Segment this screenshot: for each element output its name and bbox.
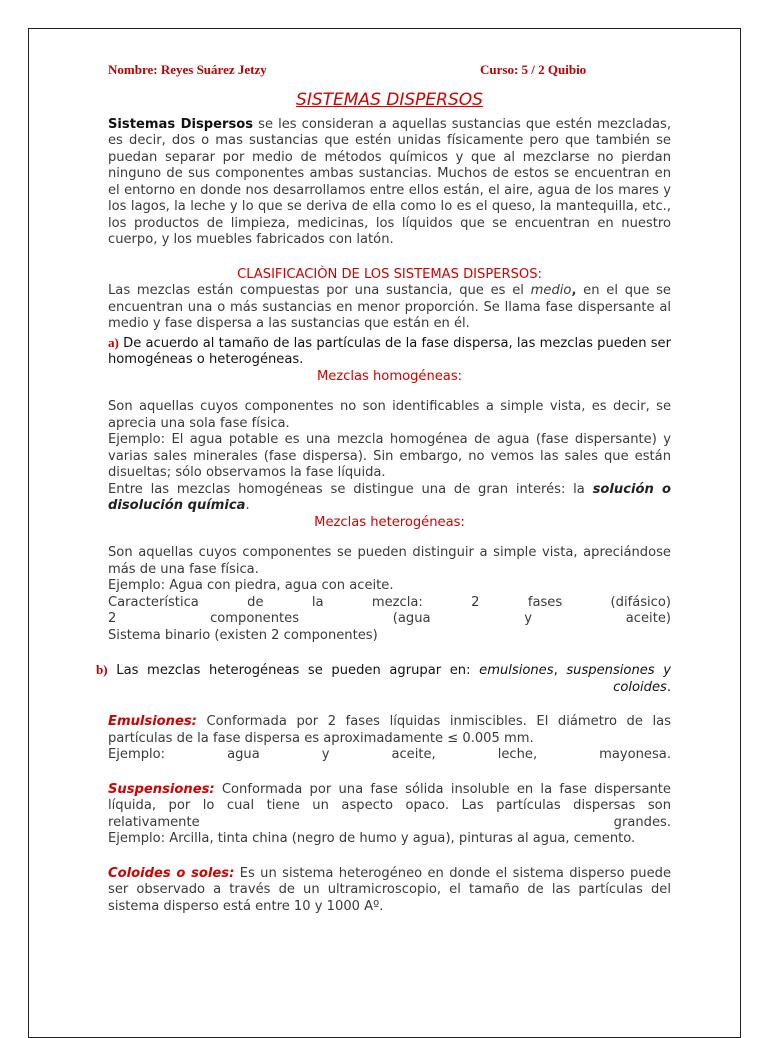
intro-term: Sistemas Dispersos: [108, 116, 254, 132]
point-a-text: De acuerdo al tamaño de las partículas de la fase dispersa, las mezclas pueden ser homogéneas o heterogéneas.: [108, 335, 671, 367]
point-b-separator: ,: [553, 663, 567, 678]
page-title: SISTEMAS DISPERSOS: [296, 90, 483, 110]
homogeneous-example: Ejemplo: El agua potable es una mezcla homogénea de agua (fase dispersante) y varias sales minerales (fase dispersa). Sin embargo, no vemos las sales que están disueltas; sólo observamos la fase líquida.: [108, 432, 671, 480]
document-body: [96, 62, 671, 915]
classification-text-a: Las mezclas están compuestas por una sustancia, que es el: [108, 283, 531, 298]
suspensions-colloids-words: suspensiones y coloides: [566, 663, 671, 695]
homogeneous-definition: Son aquellas cuyos componentes no son identificables a simple vista, es decir, se aprecia una sola fase física.: [108, 399, 671, 431]
emulsions-example: Ejemplo: agua y aceite, leche, mayonesa.: [108, 747, 671, 762]
document-header: [108, 62, 671, 86]
solution-period: .: [245, 498, 250, 513]
emulsions-paragraph: [108, 714, 671, 747]
suspensions-text: Conformada por una fase sólida insoluble en la fase dispersante líquida, por lo cual tiene un aspecto opaco. Las partículas dispersas son relativamente grandes.: [108, 781, 671, 830]
heterogeneous-characteristic: Característica de la mezcla: 2 fases (difásico): [108, 594, 671, 610]
intro-text: se les consideran a aquellas sustancias que estén mezcladas, es decir, dos o mas sustancias que estén unidas físicamente pero que también se puedan separar por medio de métodos químicos y que al mezclarse no pierdan ninguno de sus componentes ambas sustancias. Muchos de estos se encuentran en el entorno en donde nos desarrollamos entre ellos están, el aire, agua de los mares y los lagos, la leche y lo que se deriva de ella como lo es el queso, la mantequilla, etc., los productos de limpieza, medicinas, los líquidos que se encuentran en nuestro cuerpo, y los muebles fabricados con latón.: [108, 116, 671, 247]
suspensions-paragraph: [108, 782, 671, 832]
medio-term: medio: [530, 283, 572, 298]
homogeneous-solution-note: [108, 482, 671, 515]
point-b-paragraph: [96, 662, 671, 696]
solution-note-text: Entre las mezclas homogéneas se distingue una de gran interés: la: [108, 481, 593, 497]
medio-comma: ,: [571, 283, 577, 298]
colloids-term: Coloides o soles:: [108, 865, 235, 881]
point-b-label: b): [96, 662, 108, 677]
student-name: Nombre: Reyes Suárez Jetzy: [108, 62, 267, 77]
heterogeneous-example: Ejemplo: Agua con piedra, agua con aceite.: [108, 578, 394, 593]
heterogeneous-heading: Mezclas heterogéneas:: [314, 514, 465, 530]
course-label: Curso: 5 / 2 Quibio: [480, 62, 587, 77]
intro-paragraph: [108, 117, 671, 249]
homogeneous-heading: Mezclas homogéneas:: [316, 368, 463, 384]
point-a-label: a): [108, 334, 119, 350]
emulsions-term: Emulsiones:: [108, 714, 197, 729]
heterogeneous-binary: Sistema binario (existen 2 componentes): [108, 627, 378, 643]
solution-term: solución o disolución química: [108, 481, 671, 513]
classification-heading: CLASIFICACIÒN DE LOS SISTEMAS DISPERSOS:: [237, 266, 542, 282]
colloids-paragraph: [108, 866, 671, 916]
emulsions-text: Conformada por 2 fases líquidas inmiscibles. El diámetro de las partículas de la fase dispersa es aproximadamente ≤ 0.005 mm.: [108, 714, 671, 746]
heterogeneous-components: 2 componentes (agua y aceite): [108, 611, 671, 626]
point-b-period: .: [666, 679, 671, 695]
emulsions-word: emulsiones: [479, 663, 554, 678]
suspensions-example: Ejemplo: Arcilla, tinta china (negro de humo y agua), pinturas al agua, cemento.: [108, 831, 636, 846]
heterogeneous-definition: Son aquellas cuyos componentes se pueden distinguir a simple vista, apreciándose más de una fase física.: [108, 545, 671, 577]
document-page: [28, 28, 741, 1038]
colloids-text: Es un sistema heterogéneo en donde el sistema disperso puede ser observado a través de un ultramicroscopio, el tamaño de las partículas del sistema disperso está entre 10 y 1000 Aº.: [108, 865, 671, 914]
suspensions-term: Suspensiones:: [108, 781, 215, 797]
point-a-paragraph: [108, 335, 671, 369]
point-b-text-a: Las mezclas heterogéneas se pueden agrupar en:: [107, 663, 480, 678]
classification-text-b: en el que se encuentran una o más sustancias en menor proporción. Se llama fase dispersante al medio y fase dispersa a las sustancias que están en él.: [108, 283, 671, 331]
classification-paragraph: [108, 283, 671, 333]
